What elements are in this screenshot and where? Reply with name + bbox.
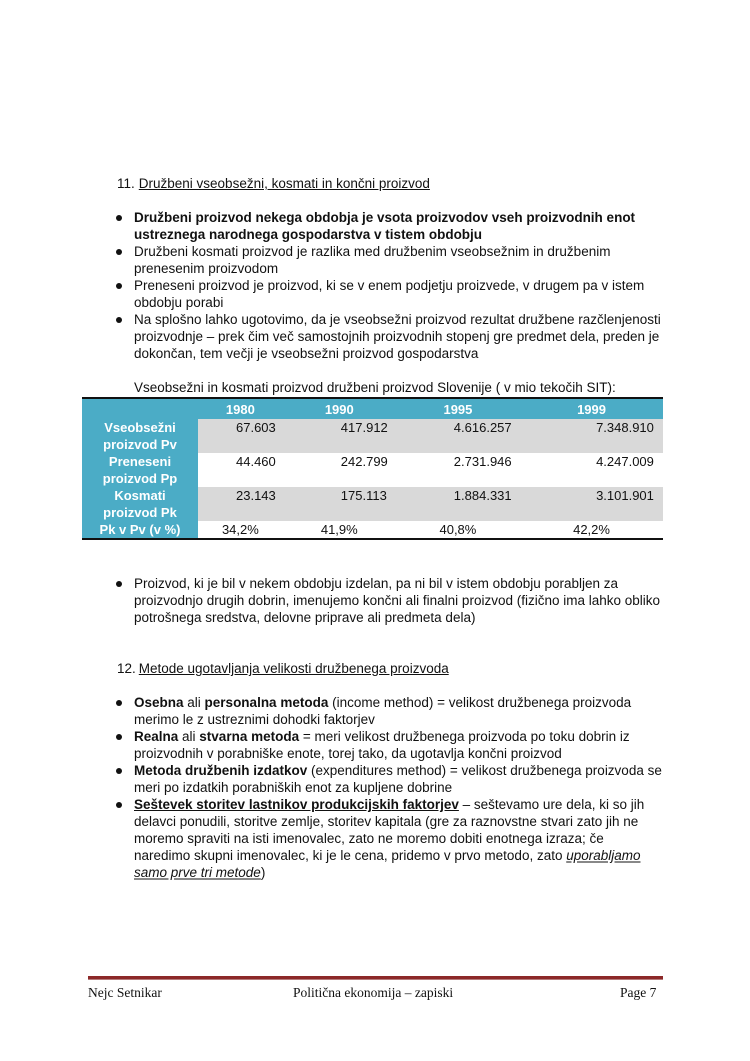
production-table	[82, 397, 663, 540]
bullet-icon	[116, 215, 122, 221]
section-11-heading	[117, 175, 430, 193]
section-title: Družbeni vseobsežni, kosmati in končni proizvod	[138, 176, 430, 191]
bullet-icon	[116, 802, 122, 808]
table-row	[82, 453, 663, 487]
table-cell: 3.101.901	[520, 487, 663, 521]
list-item: Osebna ali personalna metoda (income method) = velikost družbenega proizvoda merimo le z ustreznimi dohodki faktorjev	[0, 694, 750, 728]
bullet-icon	[116, 249, 122, 255]
column-header: 1980	[198, 398, 283, 419]
table-header-row	[82, 398, 663, 419]
table-cell: 41,9%	[320, 522, 358, 537]
table-cell: 40,8%	[439, 522, 477, 537]
list-item: Realna ali stvarna metoda = meri velikost družbenega proizvoda po toku dobrin iz proizvodnih v porabniške enote, torej tako, da ugotavlja končni proizvod	[0, 728, 750, 762]
column-header: 1999	[520, 398, 663, 419]
table-row	[82, 521, 663, 539]
table-cell: 7.348.910	[520, 419, 663, 453]
column-header: 1995	[396, 398, 520, 419]
section-number: 11.	[117, 176, 135, 191]
bullet-icon	[116, 768, 122, 774]
table-row	[82, 419, 663, 453]
bullet-icon	[116, 700, 122, 706]
section-12-heading	[117, 660, 449, 678]
table-cell: 34,2%	[221, 522, 259, 537]
list-item: Družbeni proizvod nekega obdobja je vsota proizvodov vseh proizvodnih enot ustreznega narodnega gospodarstva v tistem obdobju	[0, 209, 750, 243]
section-title: Metode ugotavljanja velikosti družbenega proizvoda	[138, 661, 449, 676]
list-item: Proizvod, ki je bil v nekem obdobju izdelan, pa ni bil v istem obdobju porabljen za proizvodnjo drugih dobrin, imenujemo končni ali finalni proizvod (fizično ima lahko obliko potrošnega sredstva, delovne priprave ali predmeta dela)	[0, 575, 750, 626]
row-header: Kosmati proizvod Pk	[82, 487, 198, 521]
section-12-bullets	[0, 694, 750, 881]
table-cell: 67.603	[198, 419, 283, 453]
list-item: Na splošno lahko ugotovimo, da je vseobsežni proizvod rezultat družbene razčlenjenosti proizvodnje – prek čim več samostojnih proizvodnih stopenj gre predmet dela, preden je dokončan, tem večji je vseobsežni proizvod gospodarstva	[0, 311, 750, 362]
footer-author: Nejc Setnikar	[88, 985, 162, 1000]
list-item: Seštevek storitev lastnikov produkcijskih faktorjev – seštevamo ure dela, ki so jih delavci ponudili, storitve zemlje, storitev kapitala (gre za raznovstne stvari zato jih ne moremo spraviti na isti imenovalec, zato ne moremo dobiti enotnega izraza; če naredimo skupni imenovalec, ki je le cena, pridemo v prvo metodo, zato uporabljamo samo prve tri metode)	[0, 796, 750, 881]
column-header: 1990	[283, 398, 396, 419]
section-11-bullets	[0, 209, 750, 362]
bullet-icon	[116, 283, 122, 289]
list-item: Metoda družbenih izdatkov (expenditures method) = velikost družbenega proizvoda se meri po izdatkih porabniških enot za kupljene dobrine	[0, 762, 750, 796]
table-cell: 23.143	[198, 487, 283, 521]
footer-rule	[88, 976, 663, 980]
section-number: 12.	[117, 661, 136, 676]
table-cell: 1.884.331	[396, 487, 520, 521]
table-row	[82, 487, 663, 521]
row-header: Pk v Pv (v %)	[82, 521, 198, 539]
row-header: Vseobsežni proizvod Pv	[82, 419, 198, 453]
footer-title: Politična ekonomija – zapiski	[293, 985, 454, 1000]
bullet-icon	[116, 734, 122, 740]
table-cell: 242.799	[340, 454, 388, 469]
table-cell: 175.113	[283, 487, 396, 521]
table-caption: Vseobsežni in kosmati proizvod družbeni proizvod Slovenije ( v mio tekočih SIT):	[134, 380, 616, 395]
bullet-icon	[116, 581, 122, 587]
list-item: Družbeni kosmati proizvod je razlika med družbenim vseobsežnim in družbenim prenesenim proizvodom	[0, 243, 750, 277]
table-cell: 4.616.257	[396, 419, 520, 453]
table-corner	[82, 398, 198, 419]
bullet-icon	[116, 317, 122, 323]
table-cell: 417.912	[283, 419, 396, 453]
table-cell: 44.460	[236, 454, 276, 469]
table-cell: 42,2%	[573, 522, 610, 537]
list-item: Preneseni proizvod je proizvod, ki se v enem podjetju proizvede, v drugem pa v istem obdobju porabi	[0, 277, 750, 311]
footer-page-number: Page 7	[620, 985, 657, 1000]
row-header: Preneseni proizvod Pp	[82, 453, 198, 487]
table-cell: 2.731.946	[453, 454, 512, 469]
final-product-bullet	[0, 575, 750, 626]
table-cell: 4.247.009	[596, 454, 654, 469]
